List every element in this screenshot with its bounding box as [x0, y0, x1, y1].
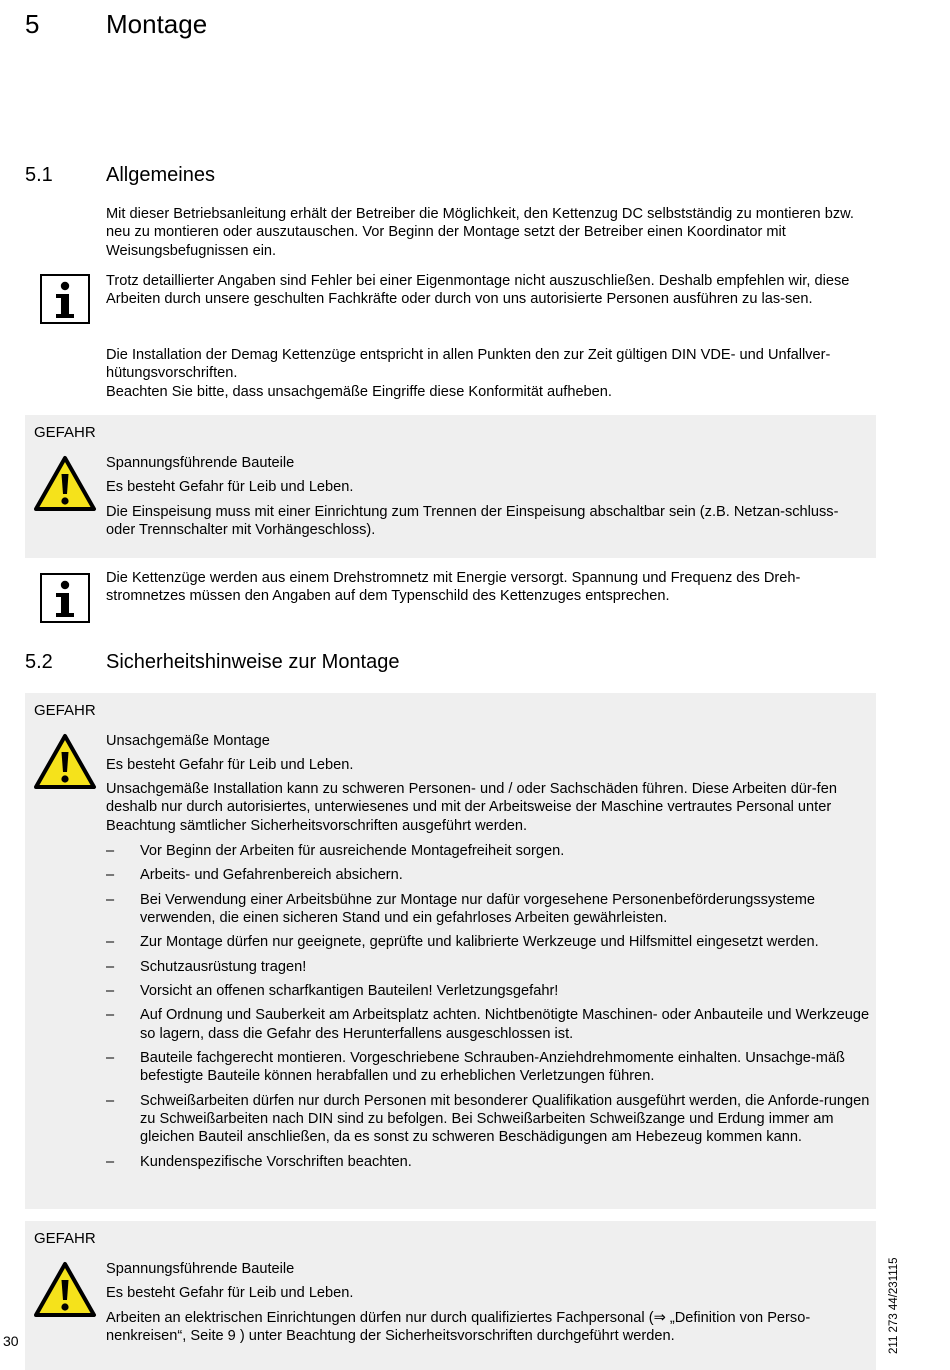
danger-label: GEFAHR: [34, 702, 96, 719]
section-number: 5.1: [25, 164, 53, 186]
list-item: [106, 1006, 871, 1043]
list-item: [106, 1092, 871, 1147]
danger-title: Spannungsführende Bauteile: [106, 455, 295, 471]
safety-list: [106, 842, 871, 1177]
list-item: [106, 982, 871, 1000]
list-item: [106, 1049, 871, 1086]
warning-triangle-icon: [33, 1261, 97, 1319]
document-code: 211 273 44/231115: [888, 1257, 900, 1354]
danger-label: GEFAHR: [34, 1230, 96, 1247]
warning-triangle-icon: [33, 455, 97, 513]
list-item-text: Kundenspezifische Vorschriften beachten.: [140, 1153, 412, 1170]
list-item-text: Bauteile fachgerecht montieren. Vorgeschriebene Schrauben-Anziehdrehmomente einhalten. Unsachge-mäß befestigte Bauteile können herabfallen und zu erheblichen Verletzungen führen.: [140, 1049, 845, 1085]
danger-subtitle: Es besteht Gefahr für Leib und Leben.: [106, 479, 354, 495]
list-item: [106, 842, 871, 860]
info-icon: [40, 274, 90, 324]
list-item: [106, 1153, 871, 1171]
list-dash: –: [106, 1153, 115, 1170]
danger-text: Unsachgemäße Installation kann zu schweren Personen- und / oder Sachschäden führen. Diese Arbeiten dür-fen deshalb nur durch autorisiertes, unterwiesenes und mit der Arbeitsweise der Maschine vertrautes Personal unter Beachtung sämtlicher Sicherheitsvorschriften ausgeführt werden.: [106, 781, 837, 834]
list-item-text: Bei Verwendung einer Arbeitsbühne zur Montage nur dafür vorgesehene Personenbeförderungssysteme verwenden, die einen sicheren Stand und ein gefahrloses Arbeiten gewährleisten.: [140, 891, 815, 926]
warning-triangle-icon: [33, 733, 97, 791]
section-title: Allgemeines: [106, 164, 215, 186]
list-item-text: Vorsicht an offenen scharfkantigen Bauteilen! Verletzungsgefahr!: [140, 982, 559, 999]
conformity-note: Beachten Sie bitte, dass unsachgemäße Eingriffe diese Konformität aufheben.: [106, 384, 612, 400]
list-dash: –: [106, 1049, 115, 1066]
section-number: 5.2: [25, 651, 53, 673]
list-dash: –: [106, 867, 115, 884]
danger-label: GEFAHR: [34, 424, 96, 441]
danger-subtitle: Es besteht Gefahr für Leib und Leben.: [106, 1285, 354, 1301]
list-item-text: Auf Ordnung und Sauberkeit am Arbeitsplatz achten. Nichtbenötigte Maschinen- oder Anbauteile und Werkzeuge so lagern, dass die Gefahr des Herunterfallens ausgeschlossen ist.: [140, 1007, 870, 1042]
section-title: Sicherheitshinweise zur Montage: [106, 651, 400, 673]
list-item-text: Vor Beginn der Arbeiten für ausreichende Montagefreiheit sorgen.: [140, 843, 565, 859]
intro-paragraph: Mit dieser Betriebsanleitung erhält der Betreiber die Möglichkeit, den Kettenzug DC selbstständig zu montieren bzw. neu zu montieren oder auszutauschen. Vor Beginn der Montage setzt der Betreiber einen Koordinator mit Weisungsbefugnissen ein.: [106, 206, 854, 259]
list-dash: –: [106, 982, 115, 999]
danger-text: Die Einspeisung muss mit einer Einrichtung zum Trennen der Einspeisung abschaltbar sein (z.B. Netzan-schluss- oder Trennschalter mit Vorhängeschloss).: [106, 504, 839, 539]
danger-subtitle: Es besteht Gefahr für Leib und Leben.: [106, 757, 354, 773]
list-item: [106, 933, 871, 951]
page-number: 30: [3, 1333, 19, 1349]
list-dash: –: [106, 843, 115, 859]
info-icon: [40, 573, 90, 623]
list-dash: –: [106, 891, 115, 908]
chapter-number: 5: [25, 9, 40, 39]
danger-text: Arbeiten an elektrischen Einrichtungen dürfen nur durch qualifiziertes Fachpersonal (⇒ „Definition von Perso-nenkreisen“, Seite 9 ) unter Beachtung der Sicherheitsvorschriften durchgeführt werden.: [106, 1310, 811, 1345]
danger-title: Spannungsführende Bauteile: [106, 1261, 295, 1277]
list-item: [106, 891, 871, 928]
danger-box: [25, 693, 876, 1209]
chapter-title: Montage: [106, 9, 208, 39]
list-item: [106, 958, 871, 976]
installation-note: Die Installation der Demag Kettenzüge entspricht in allen Punkten den zur Zeit gültigen DIN VDE- und Unfallver-hütungsvorschriften.: [106, 347, 831, 382]
list-dash: –: [106, 934, 115, 951]
danger-title: Unsachgemäße Montage: [106, 733, 270, 749]
list-item-text: Arbeits- und Gefahrenbereich absichern.: [140, 867, 403, 884]
list-dash: –: [106, 1092, 115, 1109]
info-note: Die Kettenzüge werden aus einem Drehstromnetz mit Energie versorgt. Spannung und Frequenz des Dreh-stromnetzes müssen den Angaben auf dem Typenschild des Kettenzuges entsprechen.: [106, 570, 801, 605]
danger-box: [25, 415, 876, 558]
list-dash: –: [106, 1007, 115, 1024]
list-item-text: Schutzausrüstung tragen!: [140, 958, 307, 975]
list-item: [106, 866, 871, 884]
info-note: Trotz detaillierter Angaben sind Fehler bei einer Eigenmontage nicht auszuschließen. Deshalb empfehlen wir, diese Arbeiten durch unsere geschulten Fachkräfte oder durch von uns autorisierte Personen ausführen zu las-sen.: [106, 273, 850, 308]
danger-box: [25, 1221, 876, 1370]
list-item-text: Zur Montage dürfen nur geeignete, geprüfte und kalibrierte Werkzeuge und Hilfsmittel eingesetzt werden.: [140, 934, 819, 951]
list-dash: –: [106, 958, 115, 975]
list-item-text: Schweißarbeiten dürfen nur durch Personen mit besonderer Qualifikation ausgeführt werden, die Anforde-rungen zu Schweißarbeiten nach DIN sind zu befolgen. Bei Schweißarbeiten Schweißzange und Erdung immer am gleichen Bauteil anschließen, da es sonst zu schweren Beschädigungen am Hebezeug kommen kann.: [140, 1092, 870, 1146]
